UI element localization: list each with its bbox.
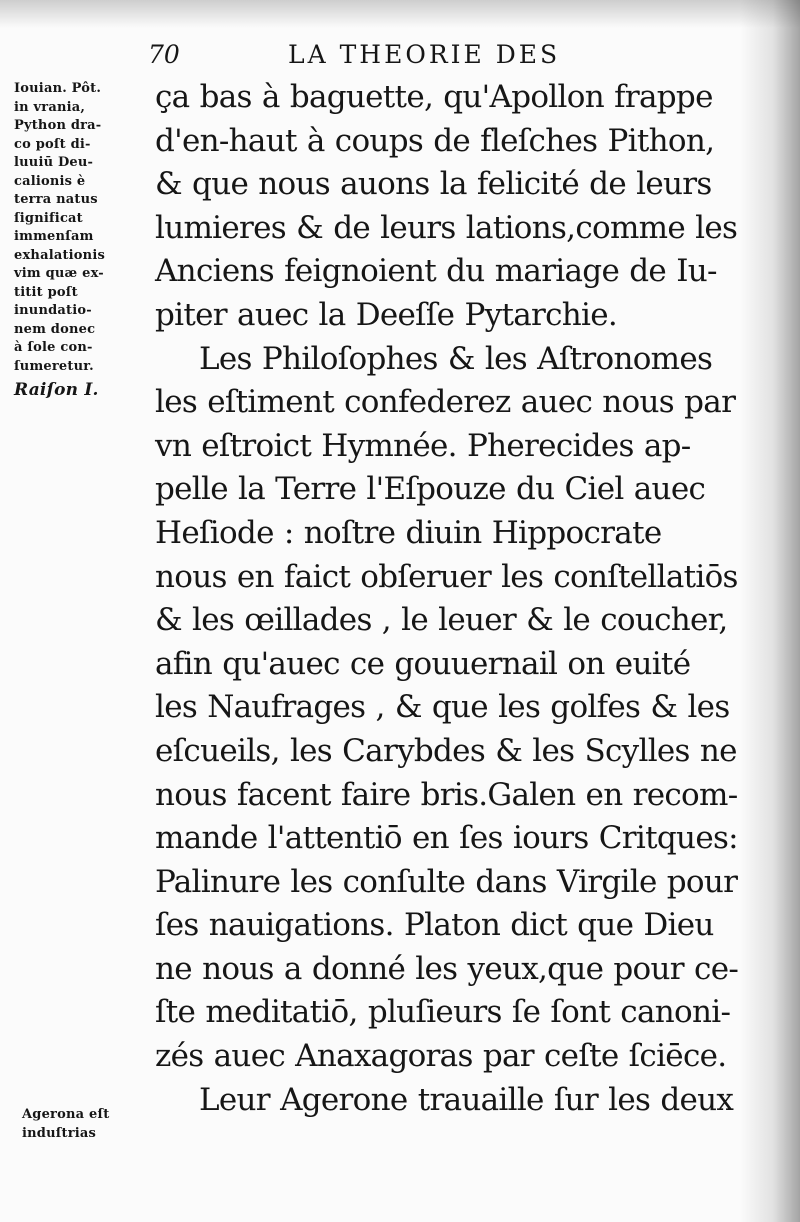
- text-line: Leur Agerone trauaille ſur les deux: [199, 1081, 734, 1118]
- running-title: LA THEORIE DES: [288, 40, 561, 69]
- text-line: ne nous a donné les yeux,que pour ce-: [155, 950, 739, 987]
- text-line: & que nous auons la felicité de leurs: [155, 166, 712, 203]
- text-line: eſcueils, les Carybdes & les Scylles ne: [155, 732, 737, 769]
- margin-note-line: immenſam: [14, 229, 94, 244]
- text-line: ſes nauigations. Platon dict que Dieu: [155, 907, 714, 944]
- margin-note-line: ſumeretur.: [14, 358, 94, 374]
- text-line: mande l'attentiō en ſes iours Critques:: [155, 820, 738, 857]
- margin-signature: Raiſon I.: [14, 380, 99, 400]
- text-line: piter auec la Deeſſe Pytarchie.: [155, 296, 618, 333]
- text-line: nous en faict obſeruer les conſtellatiōs: [155, 558, 738, 595]
- text-line: les Naufrages , & que les golfes & les: [155, 689, 730, 726]
- margin-note-line: Iouian. Pôt.: [14, 81, 102, 96]
- text-line: lumieres & de leurs lations,comme les: [155, 209, 738, 246]
- margin-note-line: terra natus: [14, 192, 98, 207]
- text-line: ſte meditatiō, pluſieurs ſe ſont canoni-: [155, 994, 731, 1031]
- margin-note-line: titit poſt: [14, 284, 78, 300]
- text-line: Anciens feignoient du mariage de Iu-: [155, 253, 717, 290]
- text-line: Heſiode : noſtre diuin Hippocrate: [155, 514, 662, 551]
- text-line: ça bas à baguette, qu'Apollon frappe: [155, 79, 713, 115]
- margin-notes-bottom: [22, 1106, 148, 1143]
- margin-note-line: nem donec: [14, 321, 96, 337]
- margin-note-line: vim quæ ex-: [14, 266, 104, 281]
- text-line: vn eſtroict Hymnée. Pherecides ap-: [155, 427, 691, 464]
- page-top-shadow: [0, 0, 800, 28]
- margin-note-line: exhalationis: [14, 247, 105, 263]
- body-text: [155, 76, 767, 1122]
- text-line: zés auec Anaxagoras par ceſte ſciēce.: [155, 1038, 727, 1075]
- text-line: Palinure les conſulte dans Virgile pour: [155, 863, 738, 900]
- margin-note-line: ſignificat: [14, 210, 83, 226]
- text-line: nous facent faire bris.Galen en recom-: [155, 776, 738, 813]
- margin-notes: [14, 80, 146, 402]
- page-header: [148, 34, 768, 74]
- margin-note-line: induſtrias: [22, 1125, 97, 1141]
- margin-note-line: inundatio-: [14, 303, 92, 318]
- text-line: les eſtiment confederez auec nous par: [155, 384, 736, 421]
- text-line: & les œillades , le leuer & le coucher,: [155, 602, 728, 639]
- text-line: Les Philoſophes & les Aſtronomes: [199, 340, 713, 377]
- margin-note-line: co poſt di-: [14, 136, 91, 152]
- text-line: afin qu'auec ce gouuernail on euité: [155, 645, 691, 682]
- margin-note-line: luuiū Deu-: [14, 155, 94, 170]
- text-line: d'en-haut à coups de fleſches Pithon,: [155, 122, 715, 159]
- margin-note-line: Agerona eſt: [22, 1107, 110, 1122]
- margin-note-line: in vrania,: [14, 99, 86, 115]
- margin-note-line: à ſole con-: [14, 340, 93, 355]
- margin-note-line: Python dra-: [14, 118, 102, 133]
- text-line: pelle la Terre l'Eſpouze du Ciel auec: [155, 471, 706, 508]
- page-number: 70: [148, 40, 180, 69]
- margin-note-line: calionis è: [14, 173, 86, 189]
